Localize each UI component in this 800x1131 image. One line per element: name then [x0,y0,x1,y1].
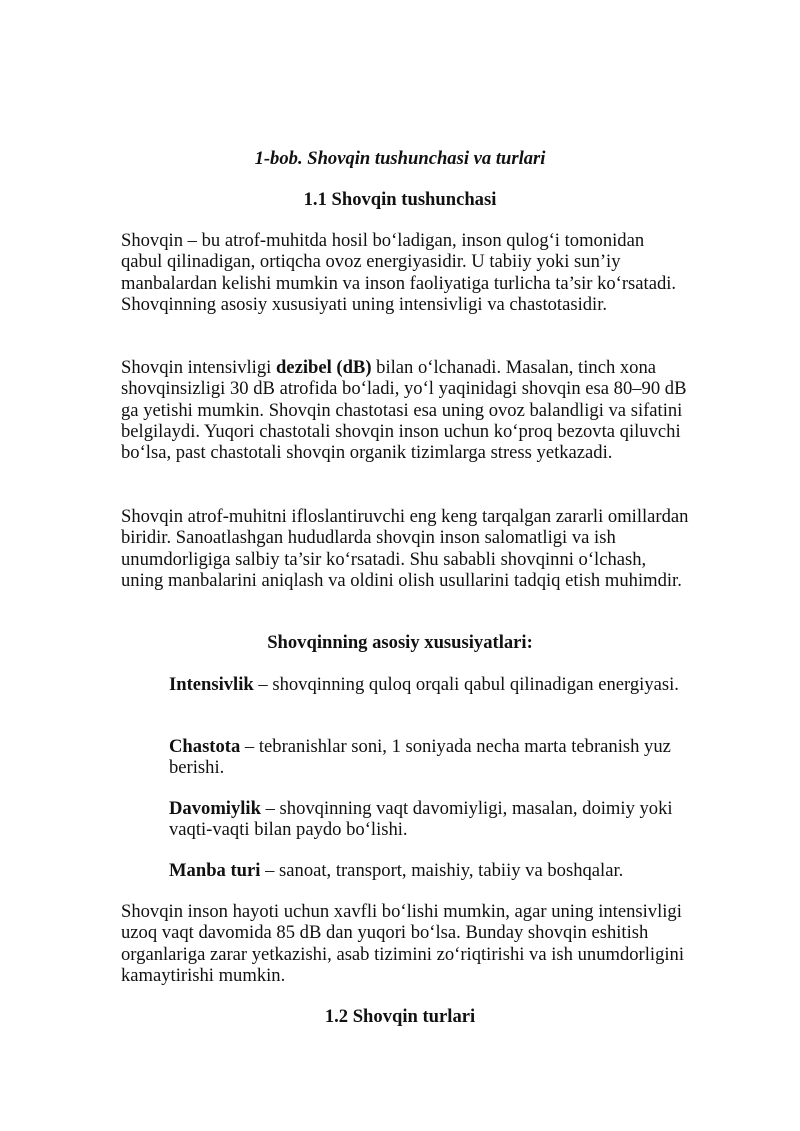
property-term: Chastota [169,736,241,757]
property-description: – shovqinning quloq orqali qabul qilinadigan energiyasi. [253,674,679,695]
paragraph-definition: Shovqin – bu atrof-muhitda hosil bo‘ladigan, inson qulog‘i tomonidan qabul qilinadigan, ortiqcha ovoz energiyasidir. U tabiiy yoki sun’iy manbalardan kelishi mumkin va inson faoliyatiga turlicha ta’sir ko‘rsatadi. Shovqinning asosiy xususiyati uning intensivligi va chastotasidir. [121,230,677,315]
property-term: Manba turi [169,860,261,881]
paragraph-intensity-text-end: bilan o‘lchanadi. Masalan, tinch xona shovqinsizligi 30 dB atrofida bo‘ladi, yo‘l yaqinidagi shovqin esa 80–90 dB ga yetishi mumkin. Shovqin chastotasi esa uning ovoz balandligi va sifatini belgilaydi. Yuqori chastotali shovqin inson uchun ko‘proq bezovta qiluvchi bo‘lsa, past chastotali shovqin organik tizimlarga stress yetkazadi. [121,357,687,464]
property-term: Intensivlik [169,674,254,695]
properties-heading: Shovqinning asosiy xususiyatlari: [267,632,533,653]
property-term: Davomiylik [169,798,261,819]
property-item-manba-turi [169,860,694,881]
section-title-1-2: 1.2 Shovqin turlari [324,1006,476,1027]
paragraph-intensity-text-start: Shovqin intensivligi [121,357,276,378]
property-description: – sanoat, transport, maishiy, tabiiy va boshqalar. [260,860,624,881]
property-item-davomiylik [169,798,694,841]
property-item-intensivlik [169,674,694,695]
decibel-term: dezibel (dB) [275,357,372,378]
section-title-1-1: 1.1 Shovqin tushunchasi [303,189,497,210]
property-description: – shovqinning vaqt davomiyligi, masalan, doimiy yoki vaqti-vaqti bilan paydo bo‘lishi. [169,798,673,841]
paragraph-intensity [121,357,689,463]
chapter-title: 1-bob. Shovqin tushunchasi va turlari [254,148,546,169]
property-description: – tebranishlar soni, 1 soniyada necha marta tebranish yuz berishi. [169,736,671,779]
property-item-chastota [169,736,694,779]
paragraph-danger: Shovqin inson hayoti uchun xavfli bo‘lishi mumkin, agar uning intensivligi uzoq vaqt davomida 85 dB dan yuqori bo‘lsa. Bunday shovqin eshitish organlariga zarar yetkazishi, asab tizimini zo‘riqtirishi va ish unumdorligini kamaytirishi mumkin. [121,901,684,986]
paragraph-pollution: Shovqin atrof-muhitni ifloslantiruvchi eng keng tarqalgan zararli omillardan biridir. Sanoatlashgan hududlarda shovqin inson salomatligi va ish unumdorligiga salbiy ta’sir ko‘rsatadi. Shu sababli shovqinni o‘lchash, uning manbalarini aniqlash va oldini olish usullarini tadqiq etish muhimdir. [121,506,689,591]
